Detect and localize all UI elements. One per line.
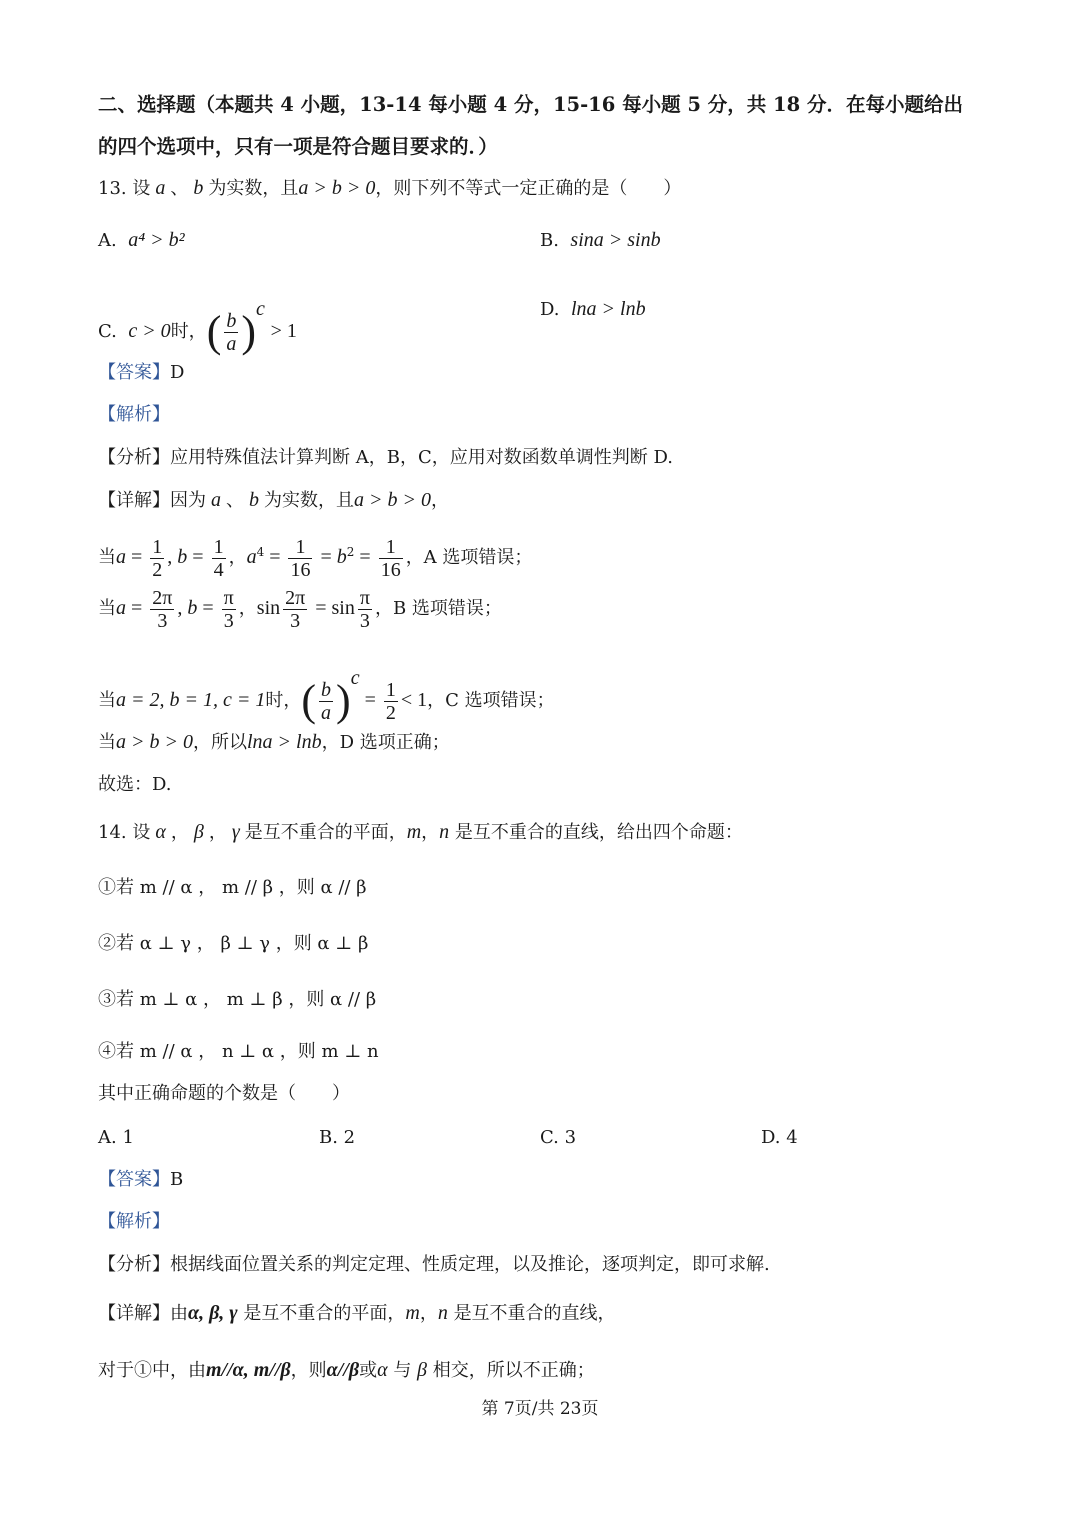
q13-case-d: 当a > b > 0，所以lna > lnb，D 选项正确； — [98, 731, 450, 753]
q13-case-a: 当a = $\frac{1}{2}$ , b = $\frac{1}{4}$ ，$a^4$ = $\frac{1}{16}$ = $b^2$ = $\frac{1}{16}$ ，A 选项错误； — [98, 535, 533, 581]
section-header-line1: 二、选择题（本题共 4 小题，13-14 每小题 4 分，15-16 每小题 5 分，共 18 分．在每小题给出 — [98, 93, 963, 116]
q13-conclusion: 故选：D. — [98, 774, 172, 795]
q13-detail-intro: 【详解】因为 a 、 b 为实数，且a > b > 0， — [98, 489, 449, 511]
q13-option-a: A. a⁴ > b² — [98, 229, 185, 251]
q14-proposition-3: ③若 m ⊥ α ， m ⊥ β ，则 α // β — [98, 989, 377, 1010]
q14-case-1: 对于①中，由m//α, m//β，则α//β或α 与 β 相交，所以不正确； — [98, 1359, 595, 1381]
q13-case-c: 当a = 2, b = 1, c = 1时，( $\frac{b}{a}$ )$^c$ = $\frac{1}{2}$ < 1，C 选项错误； — [98, 667, 555, 725]
q14-proposition-2: ②若 α ⊥ γ ， β ⊥ γ ，则 α ⊥ β — [98, 933, 369, 954]
q13-option-b: B. sina > sinb — [540, 229, 661, 251]
q14-option-c: C. 3 — [540, 1127, 577, 1148]
q14-option-d: D. 4 — [761, 1127, 798, 1148]
q14-option-a: A. 1 — [98, 1127, 134, 1148]
q14-question: 其中正确命题的个数是（ ） — [98, 1083, 350, 1104]
q14-proposition-4: ④若 m // α ， n ⊥ α ，则 m ⊥ n — [98, 1041, 379, 1062]
q14-proposition-1: ①若 m // α ， m // β ，则 α // β — [98, 877, 367, 898]
q14-option-b: B. 2 — [319, 1127, 356, 1148]
q13-analysis-tag: 【解析】 — [98, 404, 170, 425]
q13-option-d: D. lna > lnb — [540, 298, 646, 320]
section-header-line2: 的四个选项中，只有一项是符合题目要求的．） — [98, 135, 498, 158]
q13-case-b: 当a = $\frac{2\pi}{3}$ , b = $\frac{\pi}{3}$ ，sin $\frac{2\pi}{3}$ = sin $\frac{\pi}{3}$ ，B 选项错误； — [98, 586, 502, 632]
q14-analysis-tag: 【解析】 — [98, 1211, 170, 1232]
q14-stem: 14. 设 α ， β ， γ 是互不重合的平面，m，n 是互不重合的直线，给出四个命题： — [98, 821, 743, 843]
q13-stem: 13. 设 a 、 b 为实数，且a > b > 0，则下列不等式一定正确的是（ ） — [98, 177, 682, 199]
q14-fenxi: 【分析】根据线面位置关系的判定定理、性质定理，以及推论，逐项判定，即可求解. — [98, 1254, 770, 1275]
q13-fenxi: 【分析】应用特殊值法计算判断 A，B，C，应用对数函数单调性判断 D. — [98, 447, 673, 468]
q13-option-c: C. c > 0时，( $\frac{b}{a}$ )$^c$ > 1 — [98, 298, 297, 356]
page-footer: 第 7页/共 23页 — [481, 1399, 599, 1419]
q14-detail-intro: 【详解】由α, β, γ 是互不重合的平面，m，n 是互不重合的直线， — [98, 1302, 616, 1324]
q14-answer: 【答案】B — [98, 1169, 184, 1190]
q13-answer: 【答案】D — [98, 362, 185, 383]
